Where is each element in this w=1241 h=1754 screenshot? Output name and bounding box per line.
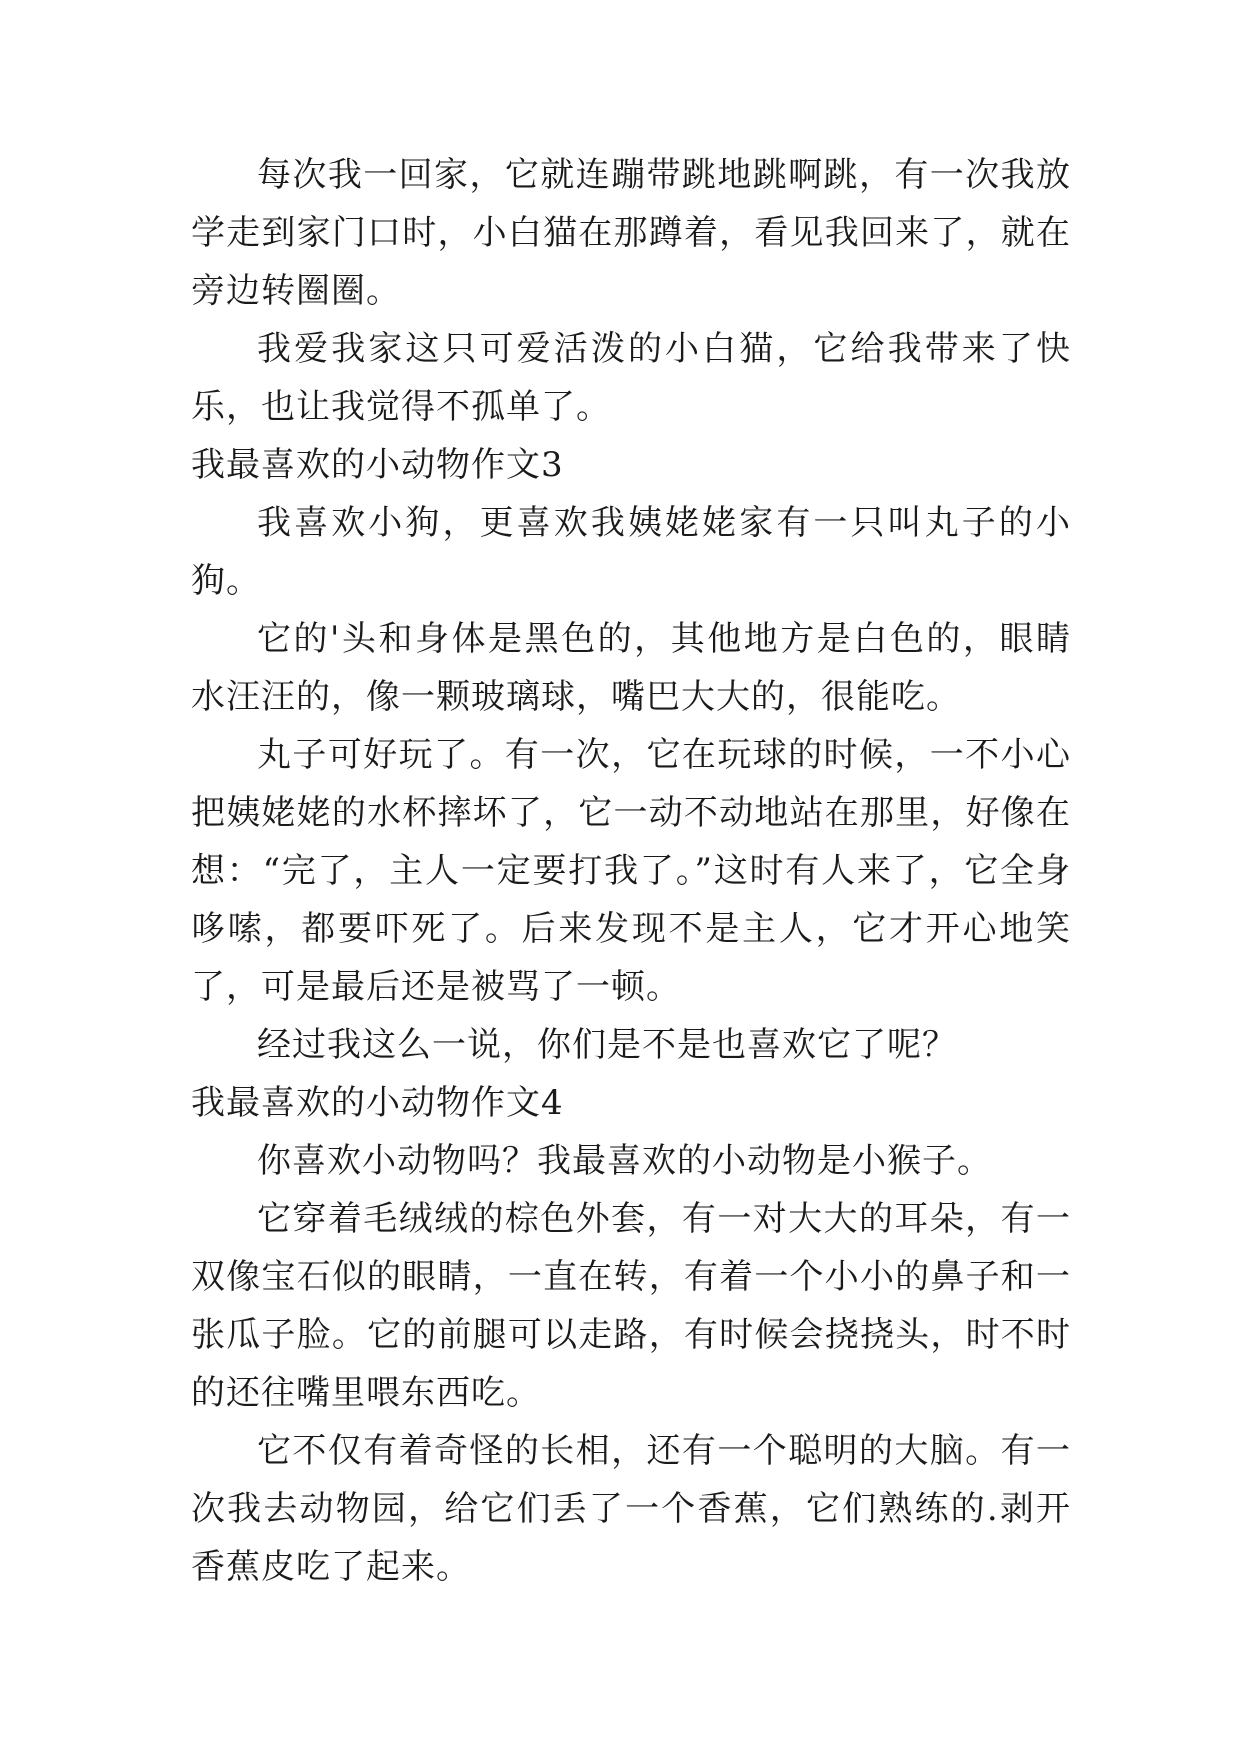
document-page bbox=[191, 146, 1071, 1596]
paragraph-dog-intro: 我喜欢小狗，更喜欢我姨姥姥家有一只叫丸子的小狗。 bbox=[191, 503, 1071, 601]
paragraph-monkey-appearance: 它穿着毛绒绒的棕色外套，有一对大大的耳朵，有一双像宝石似的眼睛，一直在转，有着一个小小的鼻子和一张瓜子脸。它的前腿可以走路，有时候会挠挠头，时不时的还往嘴里喂东西吃。 bbox=[191, 1199, 1071, 1413]
paragraph-dog-story: 丸子可好玩了。有一次，它在玩球的时候，一不小心把姨姥姥的水杯摔坏了，它一动不动地站在那里，好像在想：“完了，主人一定要打我了。”这时有人来了，它全身哆嗦，都要吓死了。后来发现不是主人，它才开心地笑了，可是最后还是被骂了一顿。 bbox=[191, 735, 1071, 1007]
paragraph-monkey-zoo: 它不仅有着奇怪的长相，还有一个聪明的大脑。有一次我去动物园，给它们丢了一个香蕉，它们熟练的.剥开香蕉皮吃了起来。 bbox=[191, 1431, 1071, 1587]
paragraph-monkey-intro: 你喜欢小动物吗？我最喜欢的小动物是小猴子。 bbox=[257, 1141, 992, 1181]
essay-title-4: 我最喜欢的小动物作文4 bbox=[191, 1083, 564, 1123]
paragraph-cat-jumping: 每次我一回家，它就连蹦带跳地跳啊跳，有一次我放学走到家门口时，小白猫在那蹲着，看见我回来了，就在旁边转圈圈。 bbox=[191, 155, 1071, 311]
essay-title-3: 我最喜欢的小动物作文3 bbox=[191, 445, 564, 485]
paragraph-cat-love: 我爱我家这只可爱活泼的小白猫，它给我带来了快乐，也让我觉得不孤单了。 bbox=[191, 329, 1071, 427]
paragraph-dog-appearance: 它的'头和身体是黑色的，其他地方是白色的，眼睛水汪汪的，像一颗玻璃球，嘴巴大大的，很能吃。 bbox=[191, 619, 1071, 717]
paragraph-dog-conclusion: 经过我这么一说，你们是不是也喜欢它了呢？ bbox=[257, 1025, 957, 1065]
